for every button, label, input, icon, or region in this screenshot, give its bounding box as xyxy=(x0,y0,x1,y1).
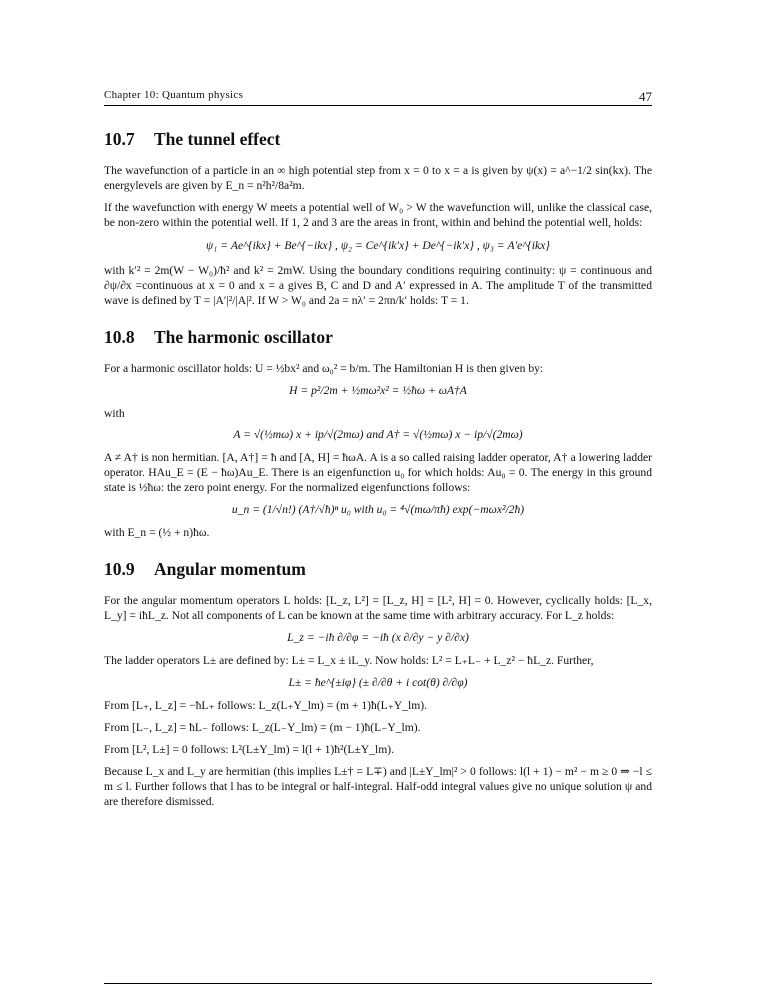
paragraph: From [L², L±] = 0 follows: L²(L±Y_lm) = l(l + 1)ħ²(L±Y_lm). xyxy=(104,743,394,756)
equation-wavefunctions: ψ₁ = Ae^{ikx} + Be^{−ikx} , ψ₂ = Ce^{ik′x} + De^{−ik′x} , ψ₃ = A′e^{ikx} xyxy=(206,239,550,252)
paragraph: A ≠ A† is non hermitian. [A, A†] = ħ and [A, H] = ħωA. A is a so called raising ladder operator, A† a lowering ladder operator. HAu_E = (E − ħω)Au_E. There is an eigenfunction u₀ for which holds: Au₀ = 0. The energy in this ground state is ½ħω: the zero point energy. For the normalized eigenfunctions follows: xyxy=(104,451,652,494)
section-title: The harmonic oscillator xyxy=(154,327,333,347)
section-heading xyxy=(104,326,652,348)
paragraph: From [L₋, L_z] = ħL₋ follows: L_z(L₋Y_lm) = (m − 1)ħ(L₋Y_lm). xyxy=(104,721,421,734)
equation-eigenfunctions: u_n = (1/√n!) (A†/√ħ)ⁿ u₀ with u₀ = ⁴√(mω/πħ) exp(−mωx²/2ħ) xyxy=(231,503,525,516)
section-tunnel-effect xyxy=(104,128,652,308)
equation-ladder-operators: A = √(½mω) x + ip/√(2mω) and A† = √(½mω) x − ip/√(2mω) xyxy=(233,428,523,441)
paragraph: For the angular momentum operators L holds: [L_z, L²] = [L_z, H] = [L², H] = 0. However, cyclically holds: [L_x, L_y] = iħL_z. Not all components of L can be known at the same time with arbitrary accuracy. For L_z holds: xyxy=(104,594,652,622)
paragraph: The wavefunction of a particle in an ∞ high potential step from x = 0 to x = a is given by ψ(x) = a^−1/2 sin(kx). The energylevels are given by E_n = n²h²/8a²m. xyxy=(104,164,652,192)
equation-hamiltonian: H = p²/2m + ½mω²x² = ½ħω + ωA†A xyxy=(289,384,467,397)
paragraph: The ladder operators L± are defined by: L± = L_x ± iL_y. Now holds: L² = L₊L₋ + L_z² − ħL_z. Further, xyxy=(104,654,594,667)
section-number: 10.8 xyxy=(104,327,135,347)
section-angular-momentum xyxy=(104,558,652,809)
section-title: The tunnel effect xyxy=(154,129,281,149)
paragraph: with E_n = (½ + n)ħω. xyxy=(104,526,210,539)
section-number: 10.7 xyxy=(104,129,135,149)
section-heading xyxy=(104,558,652,580)
paragraph: For a harmonic oscillator holds: U = ½bx² and ω₀² = b/m. The Hamiltonian H is then given by: xyxy=(104,362,544,375)
footer-rule xyxy=(104,983,652,984)
chapter-title: Chapter 10: Quantum physics xyxy=(104,89,244,101)
section-harmonic-oscillator xyxy=(104,326,652,540)
section-number: 10.9 xyxy=(104,559,135,579)
section-title: Angular momentum xyxy=(154,559,306,579)
equation-lz: L_z = −iħ ∂/∂φ = −iħ (x ∂/∂y − y ∂/∂x) xyxy=(287,631,469,644)
paragraph: If the wavefunction with energy W meets a potential well of W₀ > W the wavefunction will, unlike the classical case, be non-zero within the potential well. If 1, 2 and 3 are the areas in front, within and behind the potential well, holds: xyxy=(104,201,652,229)
section-heading xyxy=(104,128,652,150)
equation-lpm: L± = ħe^{±iφ} (± ∂/∂θ + i cot(θ) ∂/∂φ) xyxy=(288,676,468,689)
paragraph: From [L₊, L_z] = −ħL₊ follows: L_z(L₊Y_lm) = (m + 1)ħ(L₊Y_lm). xyxy=(104,699,428,712)
header-rule xyxy=(104,105,652,106)
body-text xyxy=(104,128,652,816)
page-number: 47 xyxy=(639,89,652,104)
paragraph: with k′² = 2m(W − W₀)/ħ² and k² = 2mW. Using the boundary conditions requiring continuity: ψ = continuous and ∂ψ/∂x =continuous at x = 0 and x = a gives B, C and D and A′ expressed in A. The amplitude T of the transmitted wave is defined by T = |A′|²/|A|². If W > W₀ and 2a = nλ′ = 2πn/k′ holds: T = 1. xyxy=(104,264,652,307)
paragraph: Because L_x and L_y are hermitian (this implies L±† = L∓) and |L±Y_lm|² > 0 follows: l(l + 1) − m² − m ≥ 0 ⇒ −l ≤ m ≤ l. Further follows that l has to be integral or half-integral. Half-odd integral values give no unique solution ψ and are therefore dismissed. xyxy=(104,765,652,808)
paragraph: with xyxy=(104,407,125,420)
